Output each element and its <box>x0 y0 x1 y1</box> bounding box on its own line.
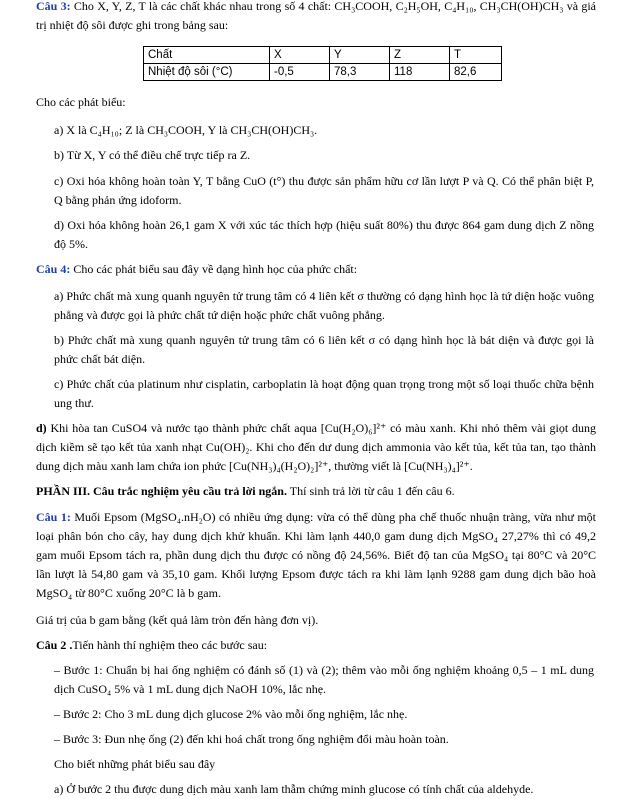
question-4-text: Cho các phát biểu sau đây về dạng hình học của phức chất: <box>73 262 358 276</box>
q2-intro: Cho biết những phát biểu sau đây <box>54 757 216 771</box>
table-header-cell: X <box>270 47 330 64</box>
table-row <box>144 47 502 64</box>
q2-step-2: – Bước 2: Cho 3 mL dung dịch glucose 2% vào mỗi ống nghiệm, lắc nhẹ. <box>54 707 408 721</box>
q2-statement-a: a) Ở bước 2 thu được dung dịch màu xanh lam thẫm chứng minh glucose có tính chất của aldehyde. <box>54 782 534 796</box>
table-cell: 78,3 <box>330 64 390 81</box>
table-header-cell: T <box>450 47 502 64</box>
question-1-text: Muối Epsom (MgSO₄.nH₂O) có nhiều ứng dụng: vừa có thể dùng pha chế thuốc nhuận tràng, vừa như một loại phân bón cho cây, hay dung dịch khử khuẩn. Khi làm lạnh 440,0 gam dung dịch MgSO₄ 27,27% thì có 49,2 gam muối Epsom tách ra, phần dung dịch thu được có nồng độ 24,56%. Biết độ tan của MgSO₄ tại 80°C và 20°C lần lượt là 54,80 gam và 35,10 gam. Khối lượng Epsom được tách ra khi làm lạnh 9288 gam dung dịch bão hoà MgSO₄ từ 80°C xuống 20°C là b gam. <box>36 510 597 600</box>
q4-statement-d <box>36 419 596 476</box>
question-4-label: Câu 4: <box>36 262 71 276</box>
q2-step-3: – Bước 3: Đun nhẹ ống (2) đến khi hoá chất trong ống nghiệm đổi màu hoàn toàn. <box>54 732 449 746</box>
q2-step-1: – Bước 1: Chuẩn bị hai ống nghiệm có đánh số (1) và (2); thêm vào mỗi ống nghiệm khoảng 0,5 – 1 mL dung dịch CuSO₄ 5% và 1 mL dung dịch NaOH 10%, lắc nhẹ. <box>54 663 594 696</box>
q4-statement-b: b) Phức chất mà xung quanh nguyên tử trung tâm có 6 liên kết σ có dạng hình học là bát diện và được gọi là phức chất bát diện. <box>54 333 594 366</box>
table-cell: Nhiệt độ sôi (°C) <box>144 64 270 81</box>
part-3-note: Thí sinh trả lời từ câu 1 đến câu 6. <box>289 484 455 498</box>
question-2-text: Tiến hành thí nghiệm theo các bước sau: <box>72 638 268 652</box>
q3-statement-a: a) X là C₄H₁₀; Z là CH₃COOH, Y là CH₃CH(OH)CH₃. <box>54 123 318 137</box>
q4-statement-d-text: Khi hòa tan CuSO4 và nước tạo thành phức chất aqua [Cu(H₂O)₆]²⁺ có màu xanh. Khi nhỏ thêm vài giọt dung dịch kiềm sẽ tạo kết tủa xanh nhạt Cu(OH)₂. Khi cho đến dư dung dịch ammonia vào kết tủa, kết tủa tan, tạo thành dung dịch màu xanh lam chứa ion phức [Cu(NH₃)₄(H₂O)₂]²⁺, thường viết là [Cu(NH₃)₄]²⁺. <box>36 421 597 473</box>
question-2 <box>36 636 596 655</box>
question-4 <box>36 260 596 279</box>
part-3-title: PHẦN III. Câu trắc nghiệm yêu cầu trả lời ngắn. <box>36 484 287 498</box>
q4-statement-a: a) Phức chất mà xung quanh nguyên tử trung tâm có 4 liên kết σ thường có dạng hình học là tứ diện hoặc vuông phẳng và được gọi là phức chất tứ diện hoặc phức chất vuông phẳng. <box>54 289 594 322</box>
q3-statement-c: c) Oxi hóa không hoàn toàn Y, T bằng CuO (t°) thu được sản phẩm hữu cơ lần lượt P và Q. Có thể phân biệt P, Q bằng phản ứng idoform. <box>54 174 594 207</box>
table-header-cell: Y <box>330 47 390 64</box>
question-3-text: Cho X, Y, Z, T là các chất khác nhau trong số 4 chất: CH₃COOH, C₂H₅OH, C₄H₁₀, CH₃CH(OH)CH₃ và giá trị nhiệt độ sôi được ghi trong bảng sau: <box>36 0 596 32</box>
table-header-cell: Z <box>390 47 450 64</box>
q3-intro: Cho các phát biểu: <box>36 95 126 109</box>
q3-statement-b: b) Từ X, Y có thể điều chế trực tiếp ra Z. <box>54 148 251 162</box>
question-3 <box>36 0 596 35</box>
table-cell: -0,5 <box>270 64 330 81</box>
question-1-label: Câu 1: <box>36 510 71 524</box>
question-3-label: Câu 3: <box>36 0 71 13</box>
question-1 <box>36 508 596 603</box>
question-2-label: Câu 2 . <box>36 638 73 652</box>
question-1-ask: Giá trị của b gam bằng (kết quả làm tròn đến hàng đơn vị). <box>36 613 319 627</box>
q3-statement-d: d) Oxi hóa không hoàn 26,1 gam X với xúc tác thích hợp (hiệu suất 80%) thu được 864 gam dung dịch Z nồng độ 5%. <box>54 218 594 251</box>
table-cell: 118 <box>390 64 450 81</box>
q4-statement-d-label: d) <box>36 421 47 435</box>
table-header-cell: Chất <box>144 47 270 64</box>
part-3-heading <box>36 482 596 501</box>
table-row <box>144 64 502 81</box>
boiling-point-table <box>143 46 502 81</box>
q4-statement-c: c) Phức chất của platinum như cisplatin, carboplatin là hoạt động quan trọng trong một số loại thuốc chữa bệnh ung thư. <box>54 377 594 410</box>
table-cell: 82,6 <box>450 64 502 81</box>
